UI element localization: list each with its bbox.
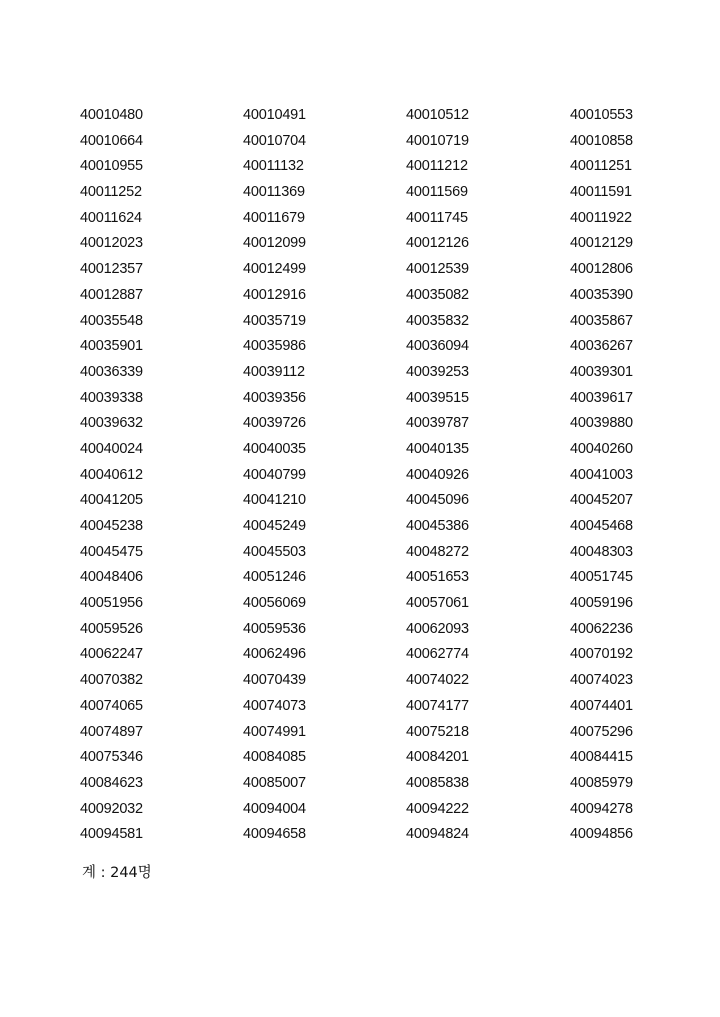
number-cell: 40062247 bbox=[80, 646, 143, 663]
number-cell: 40092032 bbox=[80, 800, 143, 817]
number-cell: 40039301 bbox=[570, 363, 633, 380]
number-cell: 40051653 bbox=[406, 569, 469, 586]
number-cell: 40012023 bbox=[80, 235, 143, 252]
number-cell: 40039880 bbox=[570, 415, 633, 432]
number-cell: 40094581 bbox=[80, 826, 143, 843]
number-cell: 40011212 bbox=[406, 158, 468, 175]
number-cell: 40039787 bbox=[406, 415, 469, 432]
number-cell: 40094658 bbox=[243, 826, 306, 843]
number-cell: 40040612 bbox=[80, 466, 143, 483]
number-cell: 40051745 bbox=[570, 569, 633, 586]
number-cell: 40011679 bbox=[243, 209, 305, 226]
number-cell: 40094856 bbox=[570, 826, 633, 843]
number-cell: 40035901 bbox=[80, 338, 143, 355]
number-cell: 40094004 bbox=[243, 800, 306, 817]
number-cell: 40012499 bbox=[243, 261, 306, 278]
number-cell: 40011251 bbox=[570, 158, 632, 175]
number-cell: 40035832 bbox=[406, 312, 469, 329]
number-cell: 40070382 bbox=[80, 672, 143, 689]
number-cell: 40075218 bbox=[406, 723, 469, 740]
number-cell: 40039617 bbox=[570, 389, 633, 406]
number-cell: 40012126 bbox=[406, 235, 469, 252]
number-cell: 40051246 bbox=[243, 569, 306, 586]
number-cell: 40010719 bbox=[406, 132, 469, 149]
number-cell: 40010955 bbox=[80, 158, 143, 175]
number-cell: 40011922 bbox=[570, 209, 632, 226]
number-cell: 40048303 bbox=[570, 543, 633, 560]
number-cell: 40059526 bbox=[80, 620, 143, 637]
number-cell: 40039112 bbox=[243, 363, 305, 380]
number-cell: 40041210 bbox=[243, 492, 306, 509]
number-cell: 40062496 bbox=[243, 646, 306, 663]
number-cell: 40085007 bbox=[243, 774, 306, 791]
number-cell: 40070192 bbox=[570, 646, 633, 663]
number-cell: 40062236 bbox=[570, 620, 633, 637]
number-cell: 40074065 bbox=[80, 697, 143, 714]
number-cell: 40085838 bbox=[406, 774, 469, 791]
number-cell: 40036339 bbox=[80, 363, 143, 380]
number-cell: 40012916 bbox=[243, 286, 306, 303]
number-cell: 40011591 bbox=[570, 184, 632, 201]
number-cell: 40010491 bbox=[243, 107, 306, 123]
number-cell: 40040799 bbox=[243, 466, 306, 483]
number-cell: 40074401 bbox=[570, 697, 633, 714]
number-cell: 40074073 bbox=[243, 697, 306, 714]
number-cell: 40084085 bbox=[243, 749, 306, 766]
number-cell: 40070439 bbox=[243, 672, 306, 689]
number-cell: 40040135 bbox=[406, 440, 469, 457]
number-cell: 40048272 bbox=[406, 543, 469, 560]
number-cell: 40011369 bbox=[243, 184, 305, 201]
number-cell: 40085979 bbox=[570, 774, 633, 791]
number-cell: 40045503 bbox=[243, 543, 306, 560]
number-cell: 40041205 bbox=[80, 492, 143, 509]
number-cell: 40062093 bbox=[406, 620, 469, 637]
number-cell: 40059536 bbox=[243, 620, 306, 637]
number-cell: 40039515 bbox=[406, 389, 469, 406]
number-cell: 40011569 bbox=[406, 184, 468, 201]
number-cell: 40045096 bbox=[406, 492, 469, 509]
number-cell: 40039726 bbox=[243, 415, 306, 432]
number-cell: 40074177 bbox=[406, 697, 469, 714]
number-cell: 40041003 bbox=[570, 466, 633, 483]
number-cell: 40057061 bbox=[406, 595, 469, 612]
number-cell: 40011252 bbox=[80, 184, 142, 201]
number-cell: 40035548 bbox=[80, 312, 143, 329]
number-cell: 40012887 bbox=[80, 286, 143, 303]
number-cell: 40039632 bbox=[80, 415, 143, 432]
number-cell: 40074023 bbox=[570, 672, 633, 689]
number-cell: 40040260 bbox=[570, 440, 633, 457]
number-cell: 40011745 bbox=[406, 209, 468, 226]
number-cell: 40035719 bbox=[243, 312, 306, 329]
number-cell: 40051956 bbox=[80, 595, 143, 612]
number-cell: 40035082 bbox=[406, 286, 469, 303]
number-cell: 40010858 bbox=[570, 132, 633, 149]
number-cell: 40075346 bbox=[80, 749, 143, 766]
number-cell: 40035867 bbox=[570, 312, 633, 329]
number-cell: 40010512 bbox=[406, 107, 469, 123]
number-cell: 40074897 bbox=[80, 723, 143, 740]
number-cell: 40012806 bbox=[570, 261, 633, 278]
number-cell: 40045238 bbox=[80, 518, 143, 534]
number-cell: 40036267 bbox=[570, 338, 633, 355]
number-cell: 40045468 bbox=[570, 518, 633, 534]
number-cell: 40094278 bbox=[570, 800, 633, 817]
number-cell: 40062774 bbox=[406, 646, 469, 663]
number-cell: 40012129 bbox=[570, 235, 633, 252]
number-cell: 40045386 bbox=[406, 518, 469, 534]
number-cell: 40075296 bbox=[570, 723, 633, 740]
number-cell: 40012539 bbox=[406, 261, 469, 278]
number-cell: 40010553 bbox=[570, 107, 633, 123]
number-cell: 40094222 bbox=[406, 800, 469, 817]
number-cell: 40074022 bbox=[406, 672, 469, 689]
number-cell: 40059196 bbox=[570, 595, 633, 612]
total-label: 계 : 244명 bbox=[82, 865, 152, 881]
number-cell: 40040926 bbox=[406, 466, 469, 483]
number-cell: 40040035 bbox=[243, 440, 306, 457]
number-cell: 40045475 bbox=[80, 543, 143, 560]
number-cell: 40012099 bbox=[243, 235, 306, 252]
number-cell: 40045207 bbox=[570, 492, 633, 509]
number-cell: 40010704 bbox=[243, 132, 306, 149]
total-count bbox=[82, 860, 152, 886]
number-cell: 40011624 bbox=[80, 209, 142, 226]
number-cell: 40039338 bbox=[80, 389, 143, 406]
number-cell: 40010480 bbox=[80, 107, 143, 123]
number-cell: 40045249 bbox=[243, 518, 306, 534]
number-cell: 40074991 bbox=[243, 723, 306, 740]
number-cell: 40036094 bbox=[406, 338, 469, 355]
number-cell: 40048406 bbox=[80, 569, 143, 586]
number-cell: 40084415 bbox=[570, 749, 633, 766]
number-cell: 40035390 bbox=[570, 286, 633, 303]
number-cell: 40039356 bbox=[243, 389, 306, 406]
number-cell: 40012357 bbox=[80, 261, 143, 278]
number-cell: 40084201 bbox=[406, 749, 469, 766]
number-cell: 40010664 bbox=[80, 132, 143, 149]
number-cell: 40094824 bbox=[406, 826, 469, 843]
number-cell: 40035986 bbox=[243, 338, 306, 355]
number-cell: 40040024 bbox=[80, 440, 143, 457]
number-cell: 40056069 bbox=[243, 595, 306, 612]
number-cell: 40011132 bbox=[243, 158, 304, 175]
number-cell: 40039253 bbox=[406, 363, 469, 380]
number-cell: 40084623 bbox=[80, 774, 143, 791]
number-grid bbox=[80, 103, 680, 848]
